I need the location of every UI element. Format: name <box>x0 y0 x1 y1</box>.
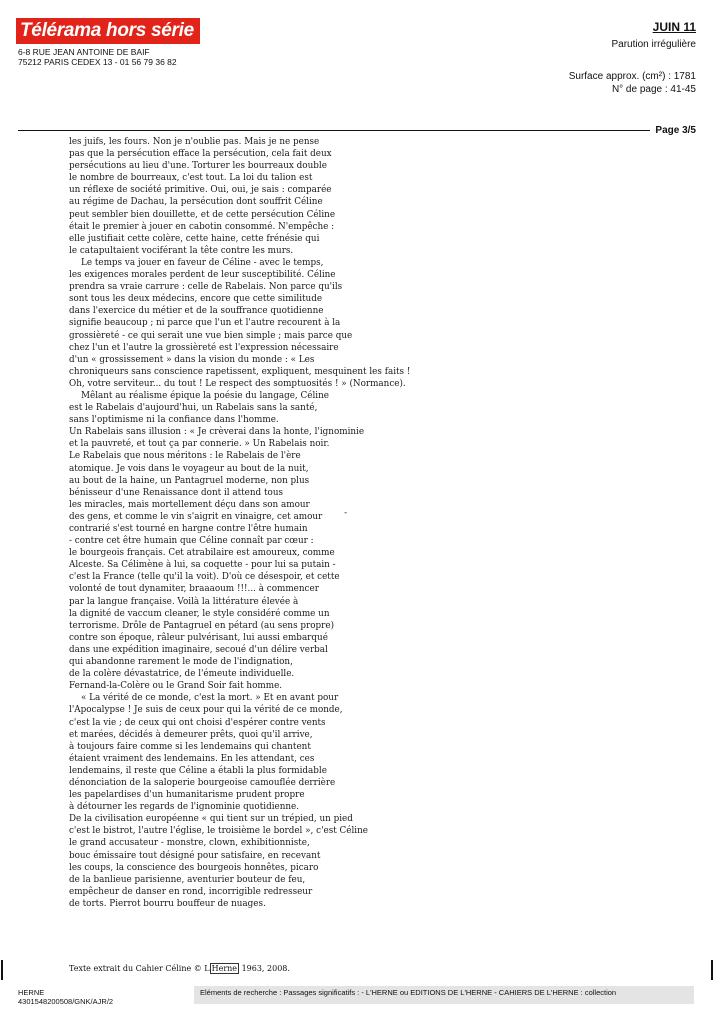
article-line: dans l'exercice du métier et de la souffrance quotidienne <box>69 306 324 317</box>
logo-suffix: hors série <box>106 20 194 41</box>
article-line: dénonciation de la saloperie bourgeoise camouflée derrière <box>69 777 336 788</box>
article-line: qui abandonne rarement le mode de l'indignation, <box>69 657 293 668</box>
article-line: chez l'un et l'autre la grossièreté est l'expression nécessaire <box>69 342 339 353</box>
article-line: d'un « grossissement » dans la vision du monde : « Les <box>69 354 315 365</box>
article-line: contre son époque, râleur pulvérisant, lui aussi embarqué <box>69 632 328 643</box>
article-line: sont tous les deux médecins, encore que cette similitude <box>69 294 323 305</box>
article-line: à détourner les regards de l'ignominie quotidienne. <box>69 802 300 813</box>
article-credit <box>69 964 290 973</box>
article-line: est le Rabelais d'aujourd'hui, un Rabelais sans la santé, <box>69 403 318 414</box>
article-line: - contre cet être humain que Céline connaît par cœur : <box>69 536 314 547</box>
article-line: elle justifiait cette colère, cette haine, cette frénésie qui <box>69 233 320 244</box>
article-line: l'Apocalypse ! Je suis de ceux pour qui la vérité de ce monde, <box>69 705 343 716</box>
article-line: atomique. Je vois dans le voyageur au bout de la nuit, <box>69 463 309 474</box>
article-line: contrarié s'est tourné en hargne contre l'être humain <box>69 524 308 534</box>
article-line: les miracles, mais mortellement déçu dans son amour <box>69 499 310 510</box>
footer-ref-code: 4301548200508/GNK/AJR/2 <box>18 997 114 1006</box>
article-line: c'est la vie ; de ceux qui ont choisi d'espérer contre vents <box>69 717 326 728</box>
article-line: Le temps va jouer en faveur de Céline - avec le temps, <box>81 257 324 268</box>
article-line: chroniqueurs sans conscience rapetissent, expliquent, mesquinent les faits ! <box>69 366 411 377</box>
article-line: au bout de la haine, un Pantagruel moderne, non plus <box>69 475 310 486</box>
article-line: Mêlant au réalisme épique la poésie du langage, Céline <box>81 390 329 401</box>
left-crop-mark <box>1 960 3 980</box>
article-line: sans l'optimisme ni la confiance dans l'homme. <box>69 415 279 426</box>
article-line: le bourgeois français. Cet atrabilaire est amoureux, comme <box>69 548 335 559</box>
address-line-1: 6-8 RUE JEAN ANTOINE DE BAIF <box>18 47 150 57</box>
article-line: des gens, et comme le vin s'aigrit en vinaigre, cet amour <box>69 511 323 522</box>
publication-logo <box>16 18 200 44</box>
article-line: un réflexe de société primitive. Oui, oui, je sais : comparée <box>69 185 332 196</box>
article-line: le catapultaient vociférant la tête contre les murs. <box>69 245 294 256</box>
article-line: Le Rabelais que nous méritons : le Rabelais de l'ère <box>69 451 301 462</box>
article-line: de torts. Pierrot bourru bouffeur de nuages. <box>69 898 266 909</box>
article-line: terrorisme. Drôle de Pantagruel en pétard (au sens propre) <box>69 620 335 631</box>
issue-date: JUIN 11 <box>652 20 696 34</box>
article-line: étaient vraiment des lendemains. En les attendant, ces <box>69 753 315 764</box>
article-line: les coups, la conscience des bourgeois honnêtes, picaro <box>69 862 319 873</box>
article-line: De la civilisation européenne « qui tient sur un trépied, un pied <box>69 814 353 825</box>
page-indicator: Page 3/5 <box>655 125 696 136</box>
article-line: de la banlieue parisienne, aventurier bouteur de feu, <box>69 874 306 885</box>
footer-reference <box>18 988 113 1006</box>
article-line: lendemains, il reste que Céline a établi la plus formidable <box>69 765 327 776</box>
article-line: c'est le bistrot, l'autre l'église, le troisième le bordel », c'est Céline <box>69 826 368 837</box>
article-line: et la pauvreté, et tout ça par connerie. » Un Rabelais noir. <box>69 439 330 450</box>
footer-publisher: HERNE <box>18 988 45 997</box>
article-line: peut sembler bien douillette, et de cette persécution Céline <box>69 209 336 220</box>
stray-mark: - <box>344 508 348 518</box>
search-terms-bar: Eléments de recherche : Passages significatifs : - L'HERNE ou EDITIONS DE L'HERNE - CAHIERS DE L'HERNE : collection <box>194 986 694 1004</box>
article-line: dans une expédition imaginaire, secoué d'un délire verbal <box>69 644 328 655</box>
credit-prefix: Texte extrait du Cahier Céline © L <box>69 964 210 973</box>
article-line: les juifs, les fours. Non je n'oublie pas. Mais je ne pense <box>69 137 320 147</box>
header-rule <box>18 130 650 131</box>
article-line: volonté de tout dynamiter, braaaoum !!!... à commencer <box>69 584 319 595</box>
article-line: bénisseur d'une Renaissance dont il attend tous <box>69 487 283 498</box>
article-line: pas que la persécution efface la persécution, cela fait deux <box>69 149 332 160</box>
article-line: grossièreté - ce qui serait une vue bien simple ; mais parce que <box>69 330 353 341</box>
publisher-address <box>18 47 177 67</box>
address-line-2: 75212 PARIS CEDEX 13 - 01 56 79 36 82 <box>18 57 177 67</box>
article-line: au régime de Dachau, la persécution dont souffrit Céline <box>69 197 323 208</box>
article-line: Fernand-la-Colère ou le Grand Soir fait homme. <box>69 681 283 692</box>
article-line: la dignité de vaccum cleaner, le style considéré comme un <box>69 608 330 619</box>
article-line: empêcheur de danser en rond, incorrigible redresseur <box>69 886 313 897</box>
article-line: Un Rabelais sans illusion : « Je crèverai dans la honte, l'ignominie <box>69 427 365 438</box>
article-body <box>69 136 411 910</box>
logo-brand: Télérama <box>20 20 102 41</box>
article-line: prendra sa vraie carrure : celle de Rabelais. Non parce qu'ils <box>69 282 343 293</box>
article-line: signifie beaucoup ; ni parce que l'un et l'autre recourent à la <box>69 318 341 329</box>
article-line: par la langue française. Voilà la littérature élevée à <box>69 596 299 607</box>
article-line: « La vérité de ce monde, c'est la mort. » Et en avant pour <box>81 693 339 704</box>
article-line: bouc émissaire tout désigné pour satisfaire, en recevant <box>69 850 321 861</box>
credit-suffix: 1963, 2008. <box>239 964 290 973</box>
page-range: N° de page : 41-45 <box>611 84 696 95</box>
article-line: persécutions au lieu d'une. Torturer les bourreaux double <box>69 161 327 172</box>
article-line: Alceste. Sa Célimène à lui, sa coquette - pour lui sa putain - <box>69 560 336 571</box>
article-line: c'est la France (telle qu'il la voit). D'où ce désespoir, et cette <box>69 572 340 583</box>
article-line: était le premier à jouer en cabotin consommé. N'empêche : <box>69 221 335 232</box>
issue-frequency: Parution irrégulière <box>611 39 696 50</box>
credit-publisher-box: Herne <box>211 964 238 973</box>
issue-info <box>569 20 696 96</box>
article-line: le nombre de bourreaux, c'est tout. La loi du talion est <box>69 173 313 184</box>
article-line: de la colère dévastatrice, de l'émeute individuelle. <box>69 669 295 680</box>
article-line: les papelardises d'un humanitarisme prudent propre <box>69 790 305 801</box>
surface-area: Surface approx. (cm²) : 1781 <box>568 71 696 82</box>
article-line: et marées, décidés à demeurer prêts, quoi qu'il arrive, <box>69 729 313 740</box>
right-crop-mark <box>711 960 713 980</box>
article-line: à toujours faire comme si les lendemains qui chantent <box>69 741 311 752</box>
article-line: les exigences morales perdent de leur susceptibilité. Céline <box>69 270 336 281</box>
article-line: Oh, votre serviteur... du tout ! Le respect des somptuosités ! » (Normance). <box>69 378 406 389</box>
article-line: le grand accusateur - monstre, clown, exhibitionniste, <box>69 838 310 849</box>
